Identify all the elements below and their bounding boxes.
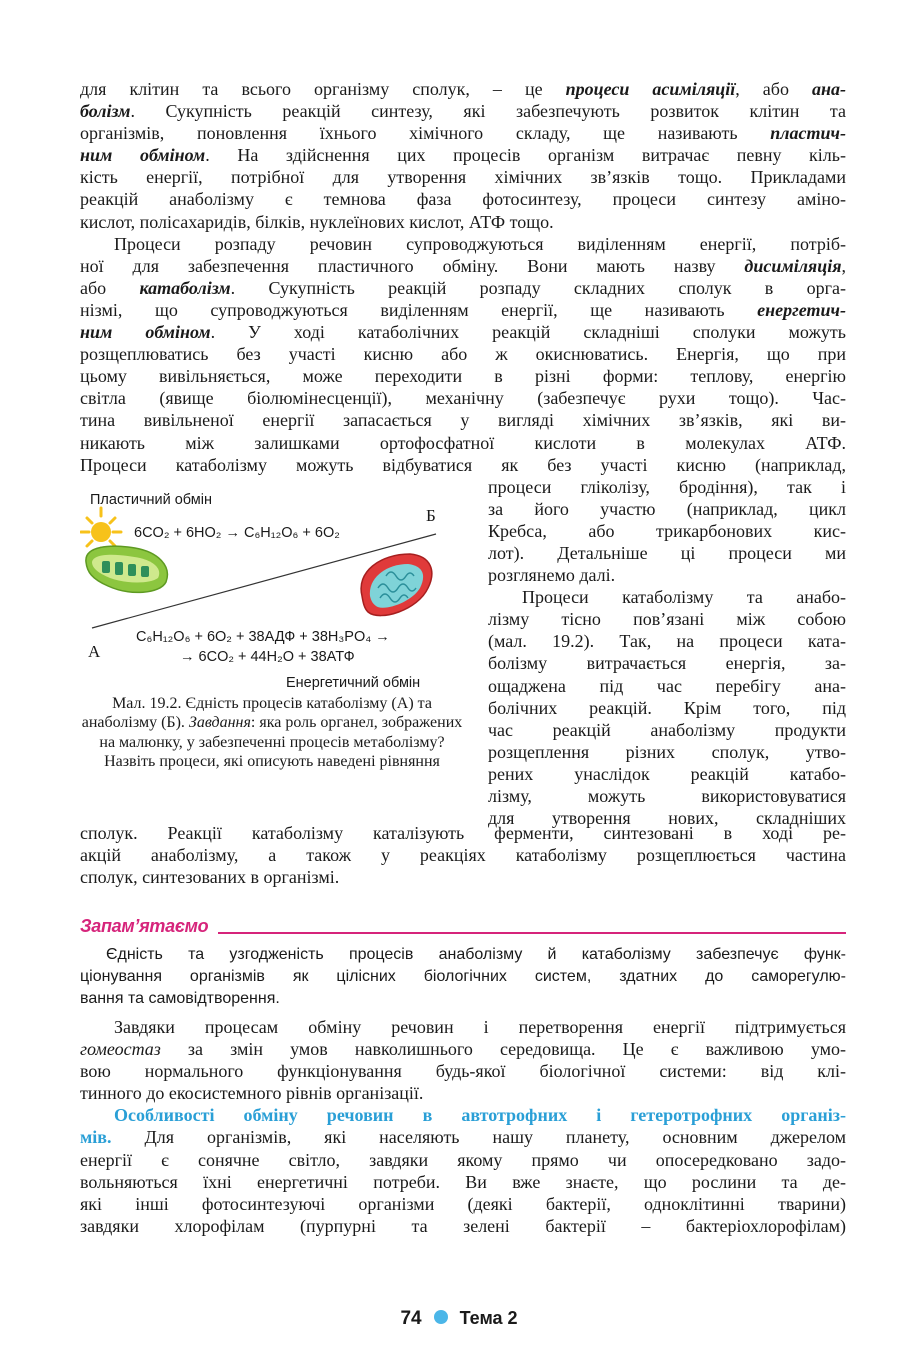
paragraph-catabolism [80,233,846,476]
text-line: час реакцій анаболізму продукти [488,719,846,740]
text-line: болічних реакцій. Крім того, під [488,697,846,718]
text-line: ощаджена під час перебігу ана- [488,675,846,696]
text-line: цьому вивільняється, може переходити в різні форми: теплову, енергію [80,366,846,387]
remember-title: Запам’ятаємо [80,916,218,937]
section-label: Тема 2 [459,1308,518,1328]
text-line: вольняються їхні енергетичні потреби. Ви вже знаєте, що рослини та де- [80,1171,846,1192]
equation-photosynthesis: 6CO₂ + 6HO₂ → C₆H₁₂O₆ + 6O₂ [134,524,340,541]
equation-respiration-1: C₆H₁₂O₆ + 6O₂ + 38АДФ + 38H₃PO₄ → [136,628,390,645]
text-line: мів. Для організмів, які населяють нашу планету, основним джерелом [80,1127,846,1148]
text-line: за його участю (наприклад, цикл [488,498,846,519]
text-line: болізму витрачається енергія, за- [488,653,846,674]
text-line: сполук. Реакції катаболізму каталізують ферменти, синтезовані в ході ре- [80,822,846,843]
lower-text [80,1016,846,1237]
text-line: гомеостаз за змін умов навколишнього середовища. Це є важливою умо- [80,1039,846,1060]
text-line: кислот, полісахаридів, білків, нуклеїнових кислот, АТФ тощо. [80,211,554,232]
label-energy-metabolism: Енергетичний обмін [286,674,421,691]
text-line: ної для забезпечення пластичного обміну. Вони мають назву дисиміляція, [80,255,846,276]
mitochondrion-icon [361,554,432,616]
text-line: (мал. 19.2). Так, на процеси ката- [488,631,846,652]
text-line: енергії є сонячне світло, завдяки якому прямо чи опосередковано задо- [80,1149,846,1170]
section-heading-line [80,1104,846,1126]
text-line: реакцій анаболізму є темнова фаза фотосинтезу, процеси синтезу аміно- [80,189,846,210]
text-line: сполук, синтезованих в організмі. [80,866,340,887]
page-number: 74 [400,1308,422,1329]
remember-line: вання та самовідтворення. [80,990,280,1007]
text-line: або катаболізм. Сукупність реакцій розпаду складних сполук в орга- [80,277,846,298]
text-line: світла (явище біолюмінесценції), механічну (забезпечує рухи тощо). Час- [80,388,846,409]
figure-19-2 [80,476,466,822]
text-line: никають між залишками ортофосфатної кислоти в молекулах АТФ. [80,432,846,453]
text-line: лізму тісно пов’язані між собою [488,609,846,630]
text-line: тинного до екосистемного рівнів організації. [80,1083,424,1104]
remember-line: ціонування організмів як цілісних біологічних систем, здатних до саморегулю- [80,968,846,985]
text-line: Процеси катаболізму можуть відбуватися як без участі кисню (наприклад, [80,454,846,475]
text-line: тина вивільненої енергії запасається у вигляді хімічних зв’язків, які ви- [80,410,846,431]
text-line: процеси гліколізу, бродіння), так і [488,476,846,497]
page-body [80,78,846,888]
label-b: Б [426,505,436,525]
text-line: організмів, поновлення їхнього хімічного складу, ще називають пластич- [80,123,846,144]
page-footer [0,1308,918,1332]
label-plastic-metabolism: Пластичний обмін [90,491,212,508]
paragraph-continuation [80,822,846,888]
text-line: лот). Детальніше ці процеси ми [488,542,846,563]
text-line: лізму, можуть використовуватися [488,786,846,806]
equation-respiration-2: → 6CO₂ + 44H₂O + 38АТФ [180,648,355,665]
figure-section [80,476,846,829]
remember-line: Єдність та узгодженість процесів анаболізму й катаболізму забезпечує функ- [106,946,846,963]
text-line: завдяки хлорофілам (пурпурні та зелені бактерії – бактеріохлорофілам) [80,1215,846,1236]
text-line: розщеплення різних сполук, утво- [488,741,846,762]
text-line: для утворення нових, складніших [488,808,846,829]
text-line: розщеплюватись без участі кисню або ж окиснюватись. Енергія, що при [80,344,846,365]
text-line: кість енергії, потрібної для утворення хімічних зв’язків тощо. Прикладами [80,167,846,188]
text-line: Кребса, або трикарбонових кис- [488,520,846,541]
chloroplast-icon [86,546,167,592]
text-line: Процеси розпаду речовин супроводжуються виділенням енергії, потріб- [114,233,846,254]
section-heading-autotrophs: Особливості обміну речовин в автотрофних і гетеротрофних організ- [114,1105,846,1126]
text-line: ним обміном. На здійснення цих процесів організм витрачає певну кіль- [80,145,846,166]
text-line: рених унаслідок реакцій катабо- [488,763,846,784]
label-a: А [88,641,101,661]
text-line: для клітин та всього організму сполук, – це процеси асиміляції, або ана- [80,79,846,99]
text-line: нізмі, що супроводжуються виділенням енергії, ще називають енергетич- [80,299,846,320]
text-line: які інші фотосинтезуючі організми (деякі бактерії, одноклітинні тварини) [80,1193,846,1214]
text-line: ним обміном. У ході катаболічних реакцій складніші сполуки можуть [80,322,846,343]
text-line: болізм. Сукупність реакцій синтезу, які забезпечують розвиток клітин та [80,101,846,122]
right-column-text [488,476,846,830]
remember-header [80,916,846,942]
text-line: Процеси катаболізму та анабо- [522,587,846,608]
text-line: акцій анаболізму, а також у реакціях катаболізму розщеплюється частина [80,844,846,865]
paragraph-anabolism [80,78,846,233]
text-line: розглянемо далі. [488,565,616,586]
figure-caption: Мал. 19.2. Єдність процесів катаболізму (А) та анаболізму (Б). Завдання: яка роль органел, зображених на малюнку, у забезпеченні процесів метаболізму? Назвіть процеси, які описують наведені рівняння [81,694,463,771]
text-line: Завдяки процесам обміну речовин і перетворення енергії підтримується [114,1017,846,1037]
bullet-dot-icon [434,1310,448,1324]
text-line: вою нормального функціонування будь-якої біологічної системи: від клі- [80,1061,846,1082]
